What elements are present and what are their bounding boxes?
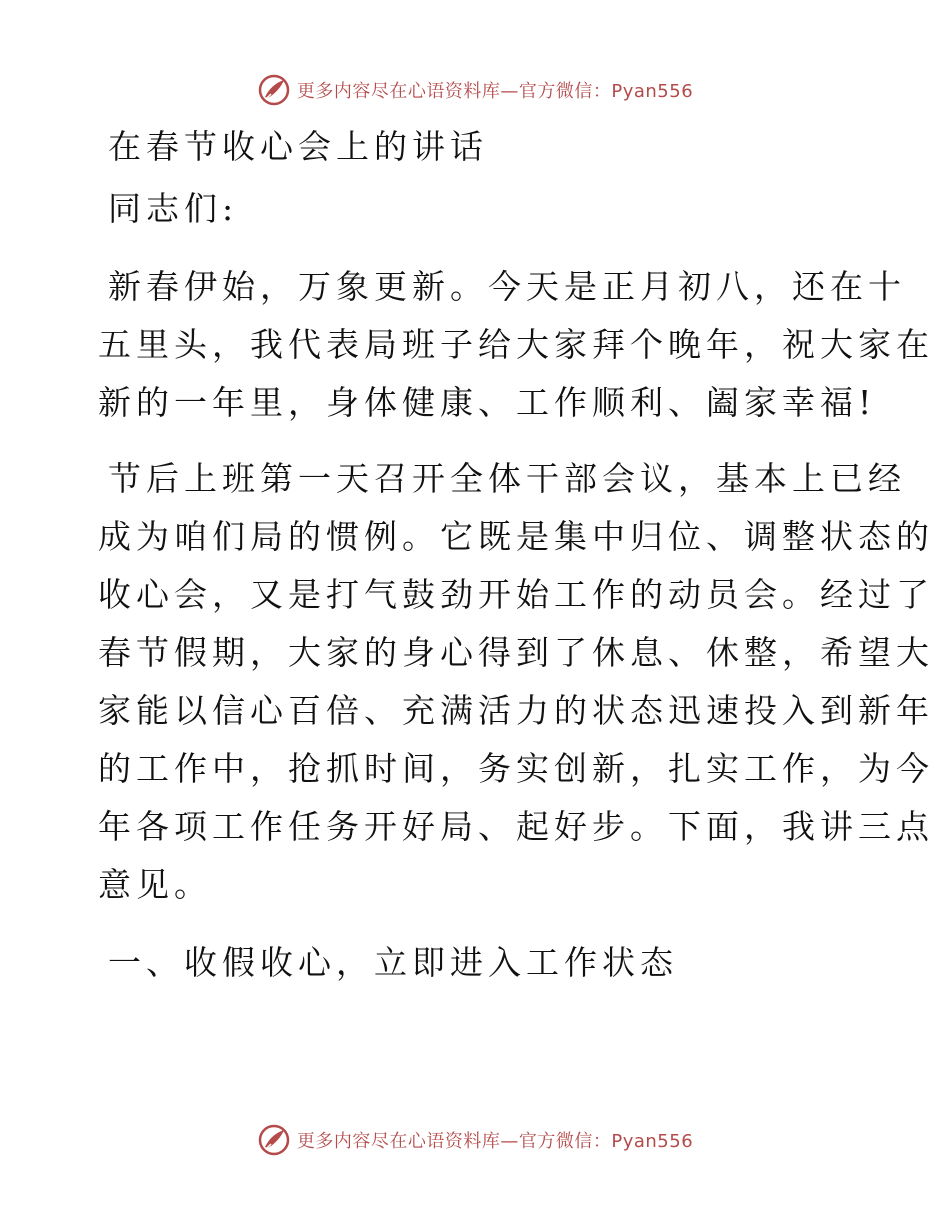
paragraph-line: 春节假期，大家的身心得到了休息、休整，希望大 — [98, 633, 934, 672]
watermark-text: 更多内容尽在心语资料库—官方微信：Pyan556 — [296, 1131, 694, 1152]
watermark-text: 更多内容尽在心语资料库—官方微信：Pyan556 — [296, 81, 694, 102]
paragraph-line: 的工作中，抢抓时间，务实创新，扎实工作，为今 — [98, 749, 934, 788]
paragraph-line: 家能以信心百倍、充满活力的状态迅速投入到新年 — [98, 691, 934, 730]
paragraph-1 — [98, 258, 934, 432]
paragraph-2 — [98, 450, 934, 914]
paragraph-line: 五里头，我代表局班子给大家拜个晚年，祝大家在 — [98, 325, 934, 364]
footer-watermark — [0, 1120, 950, 1160]
paragraph-line: 意见。 — [98, 865, 212, 904]
document-body — [98, 118, 934, 992]
paragraph-line: 节后上班第一天召开全体干部会议，基本上已经 — [108, 459, 906, 498]
header-watermark — [0, 70, 950, 110]
document-title: 在春节收心会上的讲话 — [108, 127, 488, 166]
paragraph-line: 新的一年里，身体健康、工作顺利、阖家幸福! — [98, 383, 877, 422]
pen-logo-icon — [257, 1123, 291, 1157]
section-heading-1: 一、收假收心，立即进入工作状态 — [108, 943, 678, 982]
salutation: 同志们: — [108, 189, 239, 228]
pen-logo-icon — [257, 73, 291, 107]
paragraph-line: 收心会，又是打气鼓劲开始工作的动员会。经过了 — [98, 575, 934, 614]
paragraph-line: 年各项工作任务开好局、起好步。下面，我讲三点 — [98, 807, 934, 846]
paragraph-line: 成为咱们局的惯例。它既是集中归位、调整状态的 — [98, 517, 934, 556]
paragraph-line: 新春伊始，万象更新。今天是正月初八，还在十 — [108, 267, 906, 306]
